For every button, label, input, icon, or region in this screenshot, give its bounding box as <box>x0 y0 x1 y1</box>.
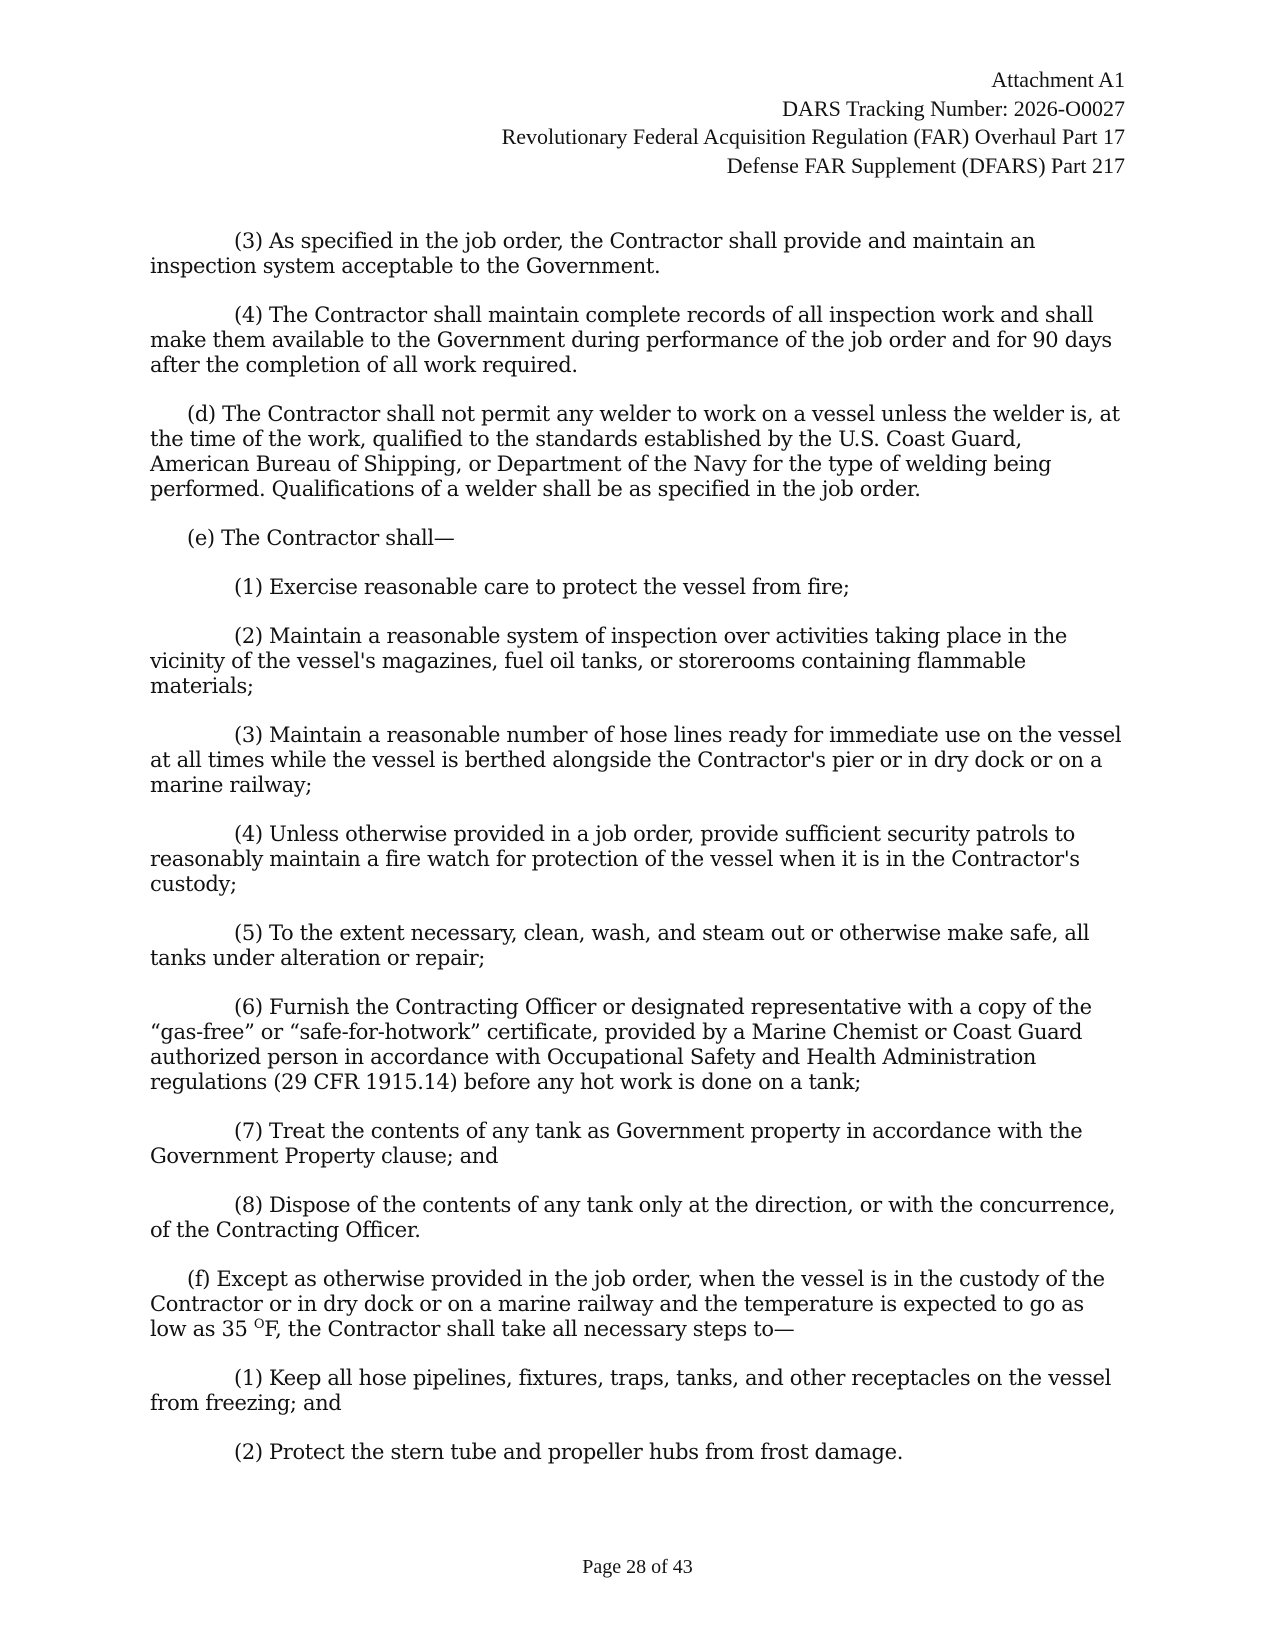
header-dfars-part: Defense FAR Supplement (DFARS) Part 217 <box>726 152 1125 178</box>
degree-symbol: O <box>253 1317 265 1332</box>
paragraph-f1: (1) Keep all hose pipelines, fixtures, traps, tanks, and other receptacles on the vessel from freezing; and <box>150 1366 1111 1415</box>
paragraph-e2: (2) Maintain a reasonable system of inspection over activities taking place in the vicinity of the vessel's magazines, fuel oil tanks, or storerooms containing flammable materials; <box>150 624 1067 698</box>
paragraph-e1: (1) Exercise reasonable care to protect the vessel from fire; <box>234 575 850 599</box>
paragraph-f-text-end: F, the Contractor shall take all necessary steps to— <box>264 1317 795 1341</box>
paragraph-e8: (8) Dispose of the contents of any tank only at the direction, or with the concurrence, of the Contracting Officer. <box>150 1193 1116 1242</box>
paragraph-e5: (5) To the extent necessary, clean, wash, and steam out or otherwise make safe, all tanks under alteration or repair; <box>150 921 1090 970</box>
page-header <box>502 66 1125 180</box>
document-body <box>150 229 1126 1489</box>
paragraph-e: (e) The Contractor shall— <box>187 526 455 550</box>
page-number: Page 28 of 43 <box>582 1556 693 1578</box>
paragraph-d: (d) The Contractor shall not permit any welder to work on a vessel unless the welder is, at the time of the work, qualified to the standards established by the U.S. Coast Guard, American Bureau of Shipping, or Department of the Navy for the type of welding being performed. Qualifications of a welder shall be as specified in the job order. <box>150 402 1120 501</box>
header-tracking-number: DARS Tracking Number: 2026-O0027 <box>782 95 1125 121</box>
paragraph-f <box>150 1267 1126 1342</box>
paragraph-c4: (4) The Contractor shall maintain complete records of all inspection work and shall make them available to the Government during performance of the job order and for 90 days after the completion of all work required. <box>150 303 1112 377</box>
paragraph-f-text: (f) Except as otherwise provided in the job order, when the vessel is in the custody of the Contractor or in dry dock or on a marine railway and the temperature is expected to go as low as 35 <box>150 1267 1105 1341</box>
paragraph-e3: (3) Maintain a reasonable number of hose lines ready for immediate use on the vessel at all times while the vessel is berthed alongside the Contractor's pier or in dry dock or on a marine railway; <box>150 723 1122 797</box>
header-far-part: Revolutionary Federal Acquisition Regulation (FAR) Overhaul Part 17 <box>501 124 1125 149</box>
paragraph-c3: (3) As specified in the job order, the Contractor shall provide and maintain an inspection system acceptable to the Government. <box>150 229 1036 278</box>
paragraph-f2: (2) Protect the stern tube and propeller hubs from frost damage. <box>234 1440 904 1464</box>
paragraph-e4: (4) Unless otherwise provided in a job order, provide sufficient security patrols to reasonably maintain a fire watch for protection of the vessel when it is in the Contractor's custody; <box>150 822 1080 896</box>
header-attachment: Attachment A1 <box>991 67 1125 92</box>
paragraph-e7: (7) Treat the contents of any tank as Government property in accordance with the Government Property clause; and <box>150 1119 1083 1168</box>
paragraph-e6: (6) Furnish the Contracting Officer or designated representative with a copy of the “gas-free” or “safe-for-hotwork” certificate, provided by a Marine Chemist or Coast Guard authorized person in accordance with Occupational Safety and Health Administration regulations (29 CFR 1915.14) before any hot work is done on a tank; <box>150 995 1092 1094</box>
